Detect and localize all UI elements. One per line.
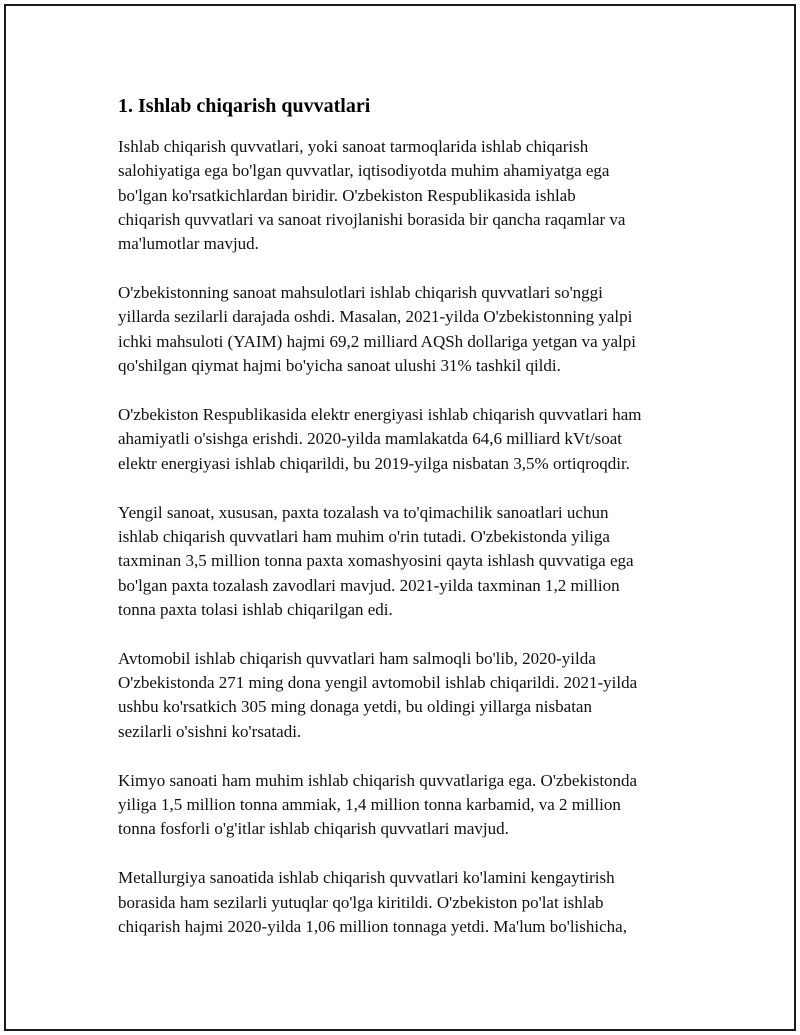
text-line: Kimyo sanoati ham muhim ishlab chiqarish quvvatlariga ega. O'zbekistonda	[118, 770, 638, 790]
text-line: ichki mahsuloti (YAIM) hajmi 69,2 milliard AQSh dollariga yetgan va yalpi	[118, 331, 636, 351]
text-line: bo'lgan ko'rsatkichlardan biridir. O'zbekiston Respublikasida ishlab	[118, 185, 576, 205]
paragraph-metallurgy	[118, 866, 698, 939]
section-heading: 1. Ishlab chiqarish quvvatlari	[118, 95, 371, 117]
text-line: ma'lumotlar mavjud.	[118, 234, 259, 254]
text-line: ishlab chiqarish quvvatlari ham muhim o'rin tutadi. O'zbekistonda yiliga	[118, 526, 610, 546]
paragraph-industrial-output	[118, 281, 698, 378]
text-line: tonna paxta tolasi ishlab chiqarilgan edi.	[118, 599, 393, 619]
paragraph-automotive	[118, 647, 698, 744]
text-line: bo'lgan paxta tozalash zavodlari mavjud. 2021-yilda taxminan 1,2 million	[118, 575, 620, 595]
text-line: chiqarish hajmi 2020-yilda 1,06 million tonnaga yetdi. Ma'lum bo'lishicha,	[118, 916, 627, 936]
text-line: chiqarish quvvatlari va sanoat rivojlanishi borasida bir qancha raqamlar va	[118, 209, 626, 229]
paragraph-chemical	[118, 769, 698, 842]
text-line: borasida ham sezilarli yutuqlar qo'lga kiritildi. O'zbekiston po'lat ishlab	[118, 892, 604, 912]
text-line: yiliga 1,5 million tonna ammiak, 1,4 million tonna karbamid, va 2 million	[118, 794, 621, 814]
paragraph-light-industry	[118, 501, 698, 622]
text-line: Metallurgiya sanoatida ishlab chiqarish quvvatlari ko'lamini kengaytirish	[118, 868, 615, 888]
document-body	[118, 93, 698, 964]
text-line: Ishlab chiqarish quvvatlari, yoki sanoat tarmoqlarida ishlab chiqarish	[118, 137, 589, 156]
text-line: taxminan 3,5 million tonna paxta xomashyosini qayta ishlash quvvatiga ega	[118, 551, 634, 571]
text-line: O'zbekistonning sanoat mahsulotlari ishlab chiqarish quvvatlari so'nggi	[118, 283, 603, 303]
text-line: salohiyatiga ega bo'lgan quvvatlar, iqtisodiyotda muhim ahamiyatga ega	[118, 161, 610, 181]
text-line: yillarda sezilarli darajada oshdi. Masalan, 2021-yilda O'zbekistonning yalpi	[118, 307, 633, 327]
text-line: O'zbekiston Respublikasida elektr energiyasi ishlab chiqarish quvvatlari ham	[118, 405, 642, 425]
paragraph-intro	[118, 135, 698, 256]
text-line: Yengil sanoat, xususan, paxta tozalash va to'qimachilik sanoatlari uchun	[118, 502, 609, 522]
text-line: ahamiyatli o'sishga erishdi. 2020-yilda mamlakatda 64,6 milliard kVt/soat	[118, 429, 622, 449]
paragraph-electricity	[118, 403, 698, 476]
text-line: tonna fosforli o'g'itlar ishlab chiqarish quvvatlari mavjud.	[118, 819, 509, 839]
text-line: Avtomobil ishlab chiqarish quvvatlari ham salmoqli bo'lib, 2020-yilda	[118, 648, 596, 668]
text-line: sezilarli o'sishni ko'rsatadi.	[118, 721, 302, 741]
text-line: elektr energiyasi ishlab chiqarildi, bu 2019-yilga nisbatan 3,5% ortiqroqdir.	[118, 453, 630, 473]
text-line: O'zbekistonda 271 ming dona yengil avtomobil ishlab chiqarildi. 2021-yilda	[118, 673, 638, 693]
text-line: qo'shilgan qiymat hajmi bo'yicha sanoat ulushi 31% tashkil qildi.	[118, 356, 561, 376]
text-line: ushbu ko'rsatkich 305 ming donaga yetdi, bu oldingi yillarga nisbatan	[118, 697, 592, 717]
